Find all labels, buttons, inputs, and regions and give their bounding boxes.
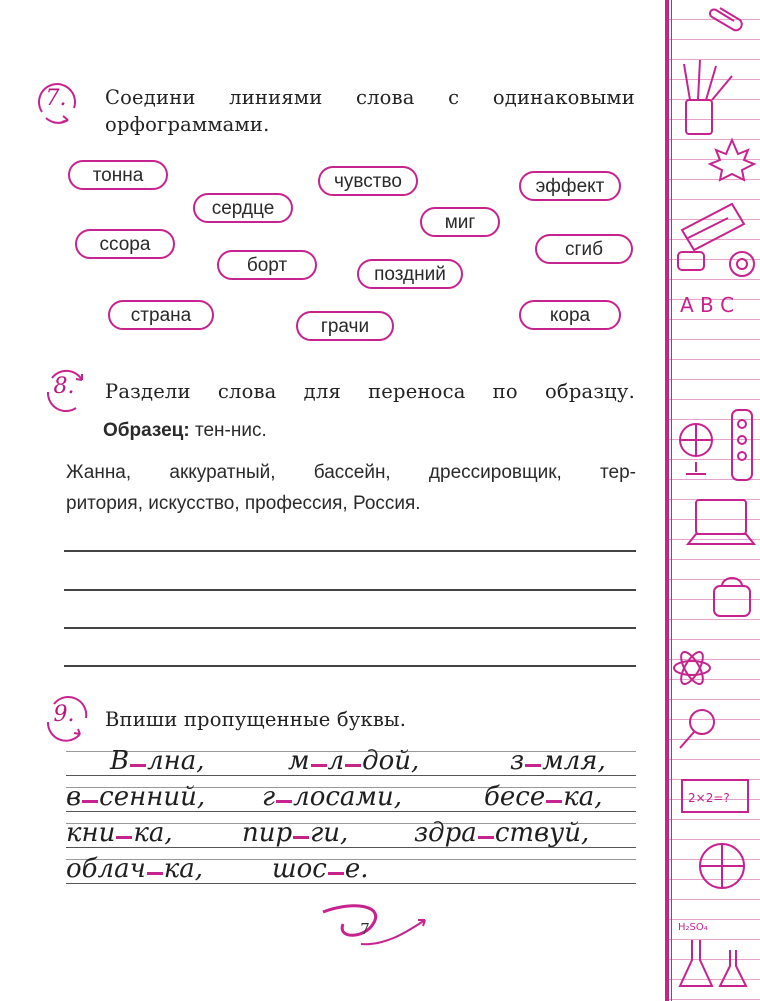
handwriting-row bbox=[66, 781, 636, 815]
sample-label: Образец: bbox=[103, 420, 190, 441]
paperclip-icon bbox=[710, 8, 742, 30]
task-8-title: Раздели слова для переноса по образцу. bbox=[105, 380, 635, 403]
ball-icon bbox=[700, 844, 744, 888]
paint-palette-icon bbox=[732, 410, 752, 480]
missing-letter-gap[interactable] bbox=[293, 836, 309, 839]
word-with-gap[interactable]: кни ка, bbox=[66, 818, 173, 848]
pencil-case-icon bbox=[682, 204, 744, 250]
page-number: 7 bbox=[360, 920, 370, 938]
task-8-number: 8. bbox=[53, 374, 75, 399]
eraser-icon bbox=[678, 252, 704, 270]
answer-line[interactable] bbox=[64, 665, 636, 667]
word-with-gap[interactable]: г лосами, bbox=[262, 782, 402, 812]
word-with-gap[interactable]: облач ка, bbox=[66, 854, 204, 884]
missing-letter-gap[interactable] bbox=[345, 764, 361, 767]
missing-letter-gap[interactable] bbox=[478, 836, 494, 839]
word-with-gap[interactable]: пир ги, bbox=[242, 818, 349, 848]
word-with-gap[interactable]: шос е. bbox=[272, 854, 369, 884]
word-with-gap[interactable]: здра ствуй, bbox=[414, 818, 590, 848]
word-with-gap[interactable]: бесе ка, bbox=[484, 782, 603, 812]
flask-icon bbox=[678, 922, 746, 986]
word-pill[interactable]: грачи bbox=[296, 311, 394, 341]
word-pill[interactable]: чувство bbox=[318, 166, 418, 196]
pencil-cup-icon bbox=[684, 60, 732, 134]
atom-icon bbox=[674, 649, 710, 687]
answer-line[interactable] bbox=[64, 627, 636, 629]
strip-border bbox=[665, 0, 669, 1001]
word-pill[interactable]: сгиб bbox=[535, 234, 633, 264]
globe-icon bbox=[680, 424, 712, 474]
task-7-title-line1: Соедини линиями слова с одинаковыми bbox=[105, 86, 635, 109]
blackboard-icon bbox=[682, 780, 748, 812]
school-doodles bbox=[672, 0, 760, 1001]
svg-text:H₂SO₄: H₂SO₄ bbox=[678, 922, 708, 933]
task-7-number: 7. bbox=[45, 86, 67, 111]
task-8-words-line1: Жанна, аккуратный, бассейн, дрессировщик, тер- bbox=[66, 462, 636, 483]
task-8-badge bbox=[42, 366, 92, 416]
missing-letter-gap[interactable] bbox=[276, 800, 292, 803]
task-9-title: Впиши пропущенные буквы. bbox=[105, 708, 407, 731]
missing-letter-gap[interactable] bbox=[130, 764, 146, 767]
missing-letter-gap[interactable] bbox=[328, 872, 344, 875]
task-9-badge bbox=[42, 694, 92, 744]
missing-letter-gap[interactable] bbox=[82, 800, 98, 803]
word-with-gap[interactable]: в сенний, bbox=[66, 782, 206, 812]
word-pill[interactable]: страна bbox=[108, 300, 214, 330]
handwriting-row bbox=[66, 745, 636, 779]
missing-letter-gap[interactable] bbox=[311, 764, 327, 767]
magnifier-icon bbox=[680, 710, 714, 748]
school-bag-icon bbox=[714, 578, 750, 616]
word-pill[interactable]: борт bbox=[217, 250, 317, 280]
tape-icon bbox=[730, 252, 754, 276]
answer-line[interactable] bbox=[64, 589, 636, 591]
task-7-title-line2: орфограммами. bbox=[105, 113, 270, 136]
word-with-gap[interactable]: з мля, bbox=[510, 746, 606, 776]
missing-letter-gap[interactable] bbox=[525, 764, 541, 767]
task-8-words-line2: ритория, искусство, профессия, Россия. bbox=[66, 493, 421, 514]
handwriting-row bbox=[66, 853, 636, 887]
task-7-badge bbox=[34, 78, 84, 128]
word-pill[interactable]: миг bbox=[420, 207, 500, 237]
word-with-gap[interactable]: В лна, bbox=[110, 746, 205, 776]
handwriting-row bbox=[66, 817, 636, 851]
missing-letter-gap[interactable] bbox=[546, 800, 562, 803]
task-9-number: 9. bbox=[53, 702, 75, 727]
missing-letter-gap[interactable] bbox=[116, 836, 132, 839]
word-pill[interactable]: тонна bbox=[68, 160, 168, 190]
missing-letter-gap[interactable] bbox=[147, 872, 163, 875]
word-pill[interactable]: поздний bbox=[357, 259, 463, 289]
sample-value: тен-нис. bbox=[194, 420, 267, 441]
svg-text:2×2=?: 2×2=? bbox=[688, 791, 730, 805]
word-pill[interactable]: ссора bbox=[75, 229, 175, 259]
laptop-icon bbox=[688, 500, 754, 544]
word-pill[interactable]: эффект bbox=[519, 171, 621, 201]
answer-line[interactable] bbox=[64, 550, 636, 552]
leaf-icon bbox=[710, 140, 754, 180]
word-pill[interactable]: сердце bbox=[193, 193, 293, 223]
sample bbox=[103, 420, 267, 442]
abc-letters-icon bbox=[680, 293, 734, 317]
word-pill[interactable]: кора bbox=[519, 300, 621, 330]
svg-text:A B C: A B C bbox=[680, 293, 735, 317]
word-with-gap[interactable]: м л дой, bbox=[288, 746, 420, 776]
